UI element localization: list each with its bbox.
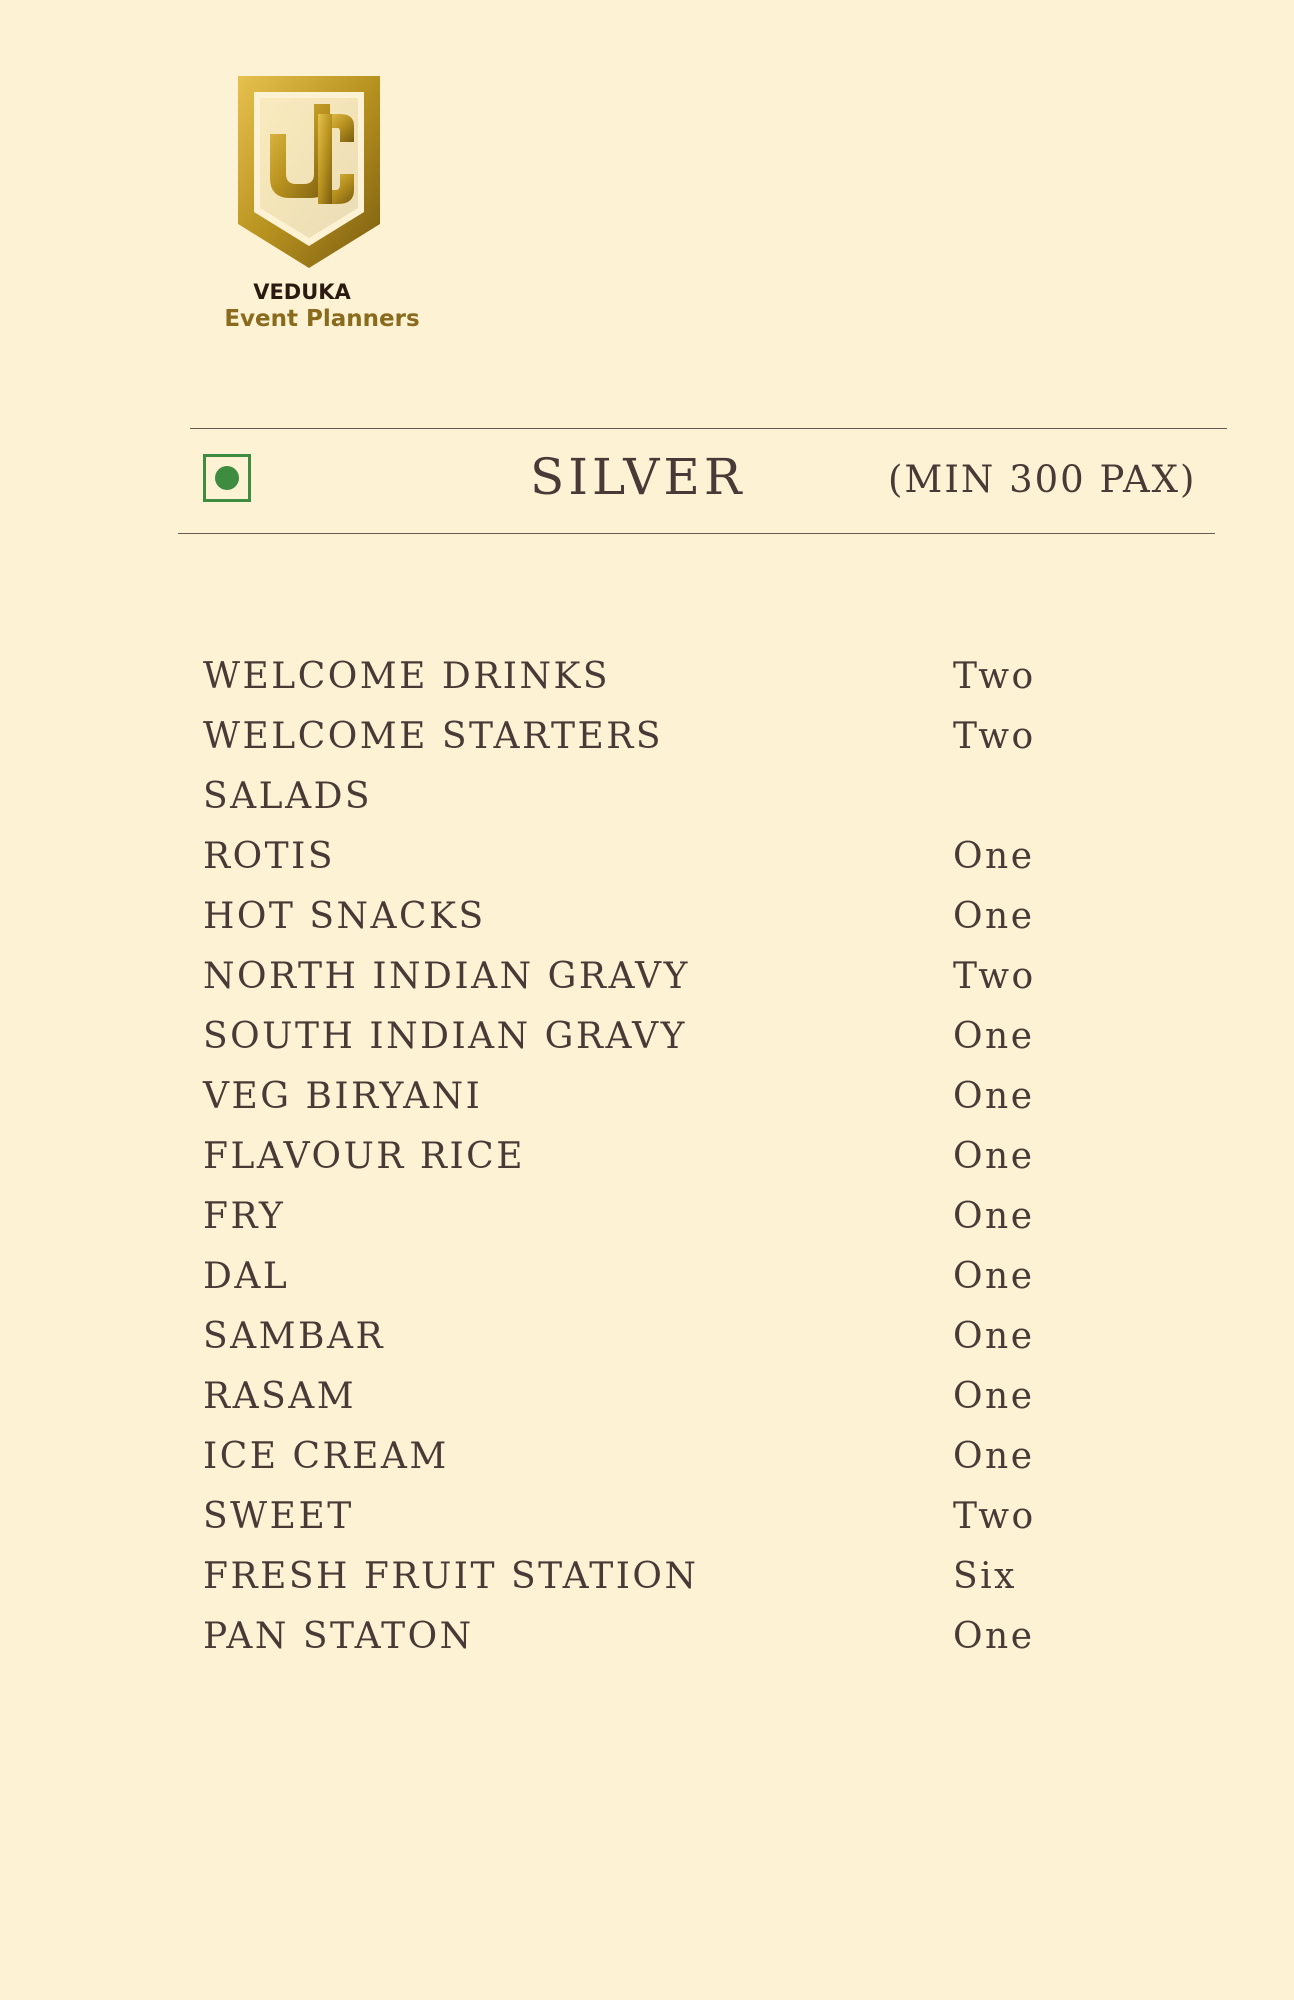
menu-item-name: SAMBAR xyxy=(203,1316,386,1357)
menu-list xyxy=(203,656,1103,1676)
menu-item-quantity: One xyxy=(953,1136,1035,1177)
menu-row xyxy=(203,776,1103,836)
menu-row xyxy=(203,956,1103,1016)
menu-item-name: FRY xyxy=(203,1196,286,1237)
menu-item-quantity: One xyxy=(953,1616,1035,1657)
menu-item-quantity: One xyxy=(953,1016,1035,1057)
menu-row xyxy=(203,1376,1103,1436)
menu-item-quantity: One xyxy=(953,1256,1035,1297)
menu-item-quantity: One xyxy=(953,1196,1035,1237)
menu-item-quantity: One xyxy=(953,1316,1035,1357)
menu-item-quantity: Two xyxy=(953,956,1036,997)
menu-item-quantity: Two xyxy=(953,1496,1036,1537)
menu-row xyxy=(203,896,1103,956)
menu-row xyxy=(203,1196,1103,1256)
menu-item-name: WELCOME DRINKS xyxy=(203,656,611,697)
brand-logo xyxy=(222,74,422,344)
menu-row xyxy=(203,1016,1103,1076)
menu-row xyxy=(203,1136,1103,1196)
menu-row xyxy=(203,656,1103,716)
menu-item-quantity: Two xyxy=(953,656,1036,697)
menu-item-quantity: One xyxy=(953,896,1035,937)
menu-item-quantity: Two xyxy=(953,716,1036,757)
menu-item-name: FLAVOUR RICE xyxy=(203,1136,526,1177)
menu-item-quantity: One xyxy=(953,1376,1035,1417)
jc-shield-logo-icon xyxy=(234,74,384,270)
menu-item-name: NORTH INDIAN GRAVY xyxy=(203,956,690,997)
menu-row xyxy=(203,836,1103,896)
menu-row xyxy=(203,1616,1103,1676)
menu-row xyxy=(203,716,1103,776)
menu-row xyxy=(203,1436,1103,1496)
package-min-pax: (MIN 300 PAX) xyxy=(888,458,1197,501)
menu-item-name: RASAM xyxy=(203,1376,357,1417)
menu-item-name: SALADS xyxy=(203,776,373,817)
brand-subtitle: Event Planners xyxy=(224,306,420,332)
menu-row xyxy=(203,1496,1103,1556)
menu-row xyxy=(203,1076,1103,1136)
menu-item-name: DAL xyxy=(203,1256,290,1297)
menu-item-name: VEG BIRYANI xyxy=(203,1076,483,1117)
brand-name: VEDUKA xyxy=(253,280,351,304)
menu-item-name: HOT SNACKS xyxy=(203,896,486,937)
menu-item-name: WELCOME STARTERS xyxy=(203,716,664,757)
menu-row xyxy=(203,1316,1103,1376)
menu-item-quantity: One xyxy=(953,1076,1035,1117)
menu-item-name: PAN STATON xyxy=(203,1616,474,1657)
menu-item-quantity: One xyxy=(953,1436,1035,1477)
menu-item-quantity: Six xyxy=(953,1556,1017,1597)
menu-item-name: SOUTH INDIAN GRAVY xyxy=(203,1016,687,1057)
veg-symbol-icon xyxy=(203,454,251,502)
menu-row xyxy=(203,1556,1103,1616)
menu-item-name: FRESH FRUIT STATION xyxy=(203,1556,699,1597)
header-divider-top xyxy=(190,428,1227,429)
menu-item-quantity: One xyxy=(953,836,1035,877)
header-divider-bottom xyxy=(178,533,1215,534)
menu-row xyxy=(203,1256,1103,1316)
menu-item-name: SWEET xyxy=(203,1496,354,1537)
menu-item-name: ICE CREAM xyxy=(203,1436,449,1477)
menu-item-name: ROTIS xyxy=(203,836,336,877)
veg-dot xyxy=(215,466,239,490)
package-title: SILVER xyxy=(530,448,746,506)
